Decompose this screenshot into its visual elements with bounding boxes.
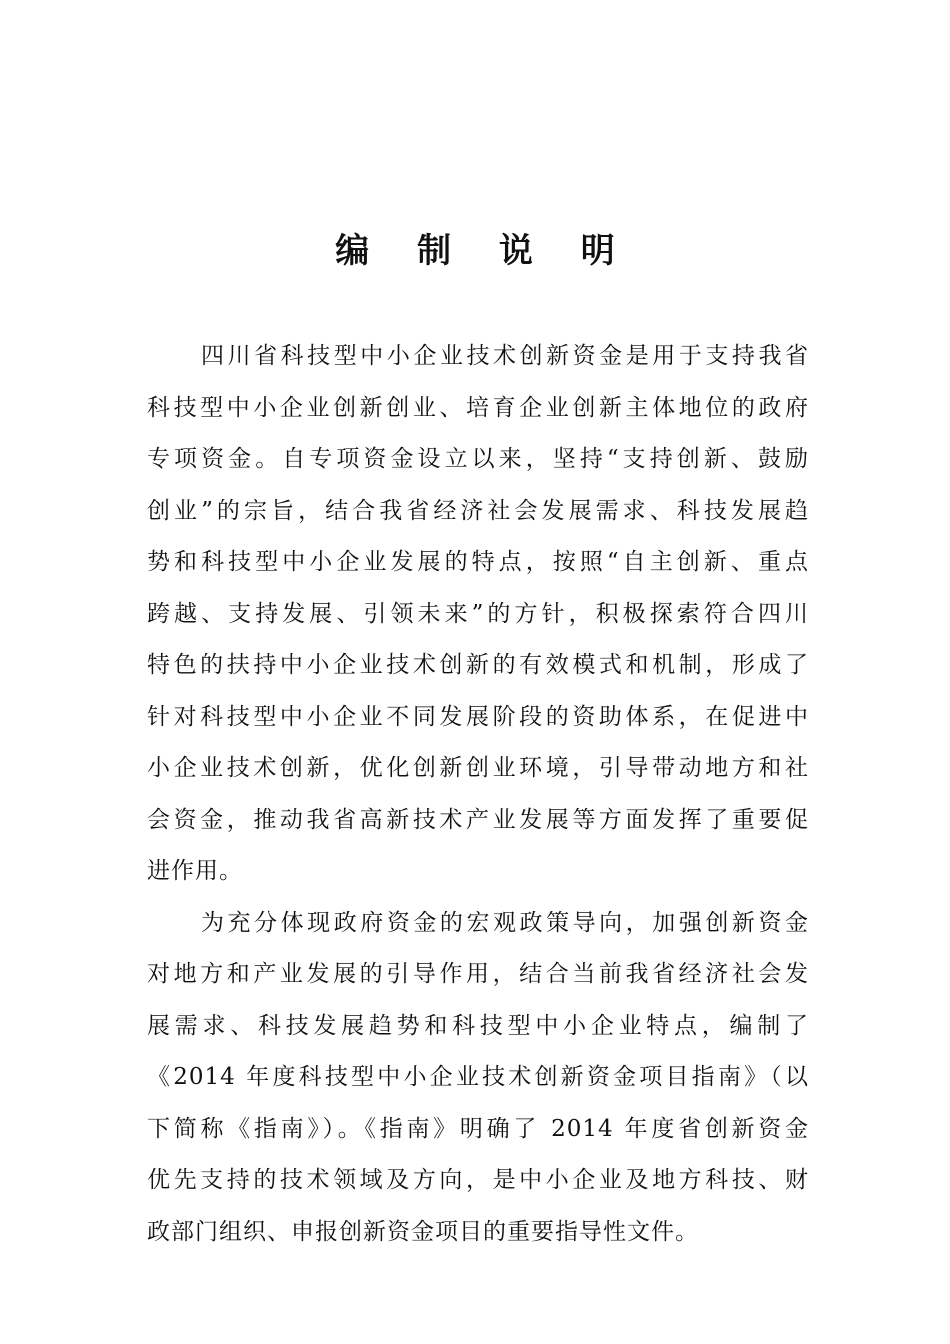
text-line: 会资金，推动我省高新技术产业发展等方面发挥了重要促 xyxy=(147,806,809,833)
document-body xyxy=(147,331,809,1258)
text-line: 专项资金。自专项资金设立以来，坚持“支持创新、鼓励 xyxy=(147,446,809,472)
text-line: 针对科技型中小企业不同发展阶段的资助体系，在促进中 xyxy=(147,703,809,730)
paragraph-2 xyxy=(147,898,809,1259)
text-line: 特色的扶持中小企业技术创新的有效模式和机制，形成了 xyxy=(147,652,809,678)
text-line: 小企业技术创新，优化创新创业环境，引导带动地方和社 xyxy=(147,755,809,781)
document-title: 编 制 说 明 xyxy=(335,231,633,271)
text-line: 科技型中小企业创新创业、培育企业创新主体地位的政府 xyxy=(147,394,809,421)
text-line: 优先支持的技术领域及方向，是中小企业及地方科技、财 xyxy=(147,1167,809,1193)
text-line: 政部门组织、申报创新资金项目的重要指导性文件。 xyxy=(147,1218,699,1245)
text-line: 进作用。 xyxy=(147,858,243,884)
text-line: 为充分体现政府资金的宏观政策导向，加强创新资金 xyxy=(201,909,809,936)
text-line: 创业”的宗旨，结合我省经济社会发展需求、科技发展趋 xyxy=(147,497,809,524)
text-line: 跨越、支持发展、引领未来”的方针，积极探索符合四川 xyxy=(147,600,809,627)
text-line: 《2014 年度科技型中小企业技术创新资金项目指南》（以 xyxy=(147,1064,809,1090)
text-line: 对地方和产业发展的引导作用，结合当前我省经济社会发 xyxy=(147,961,809,987)
text-line: 下简称《指南》）。《指南》明确了 2014 年度省创新资金 xyxy=(147,1115,809,1142)
text-line: 四川省科技型中小企业技术创新资金是用于支持我省 xyxy=(201,343,809,369)
paragraph-1 xyxy=(147,331,809,898)
text-line: 势和科技型中小企业发展的特点，按照“自主创新、重点 xyxy=(147,549,809,575)
text-line: 展需求、科技发展趋势和科技型中小企业特点，编制了 xyxy=(147,1012,809,1039)
